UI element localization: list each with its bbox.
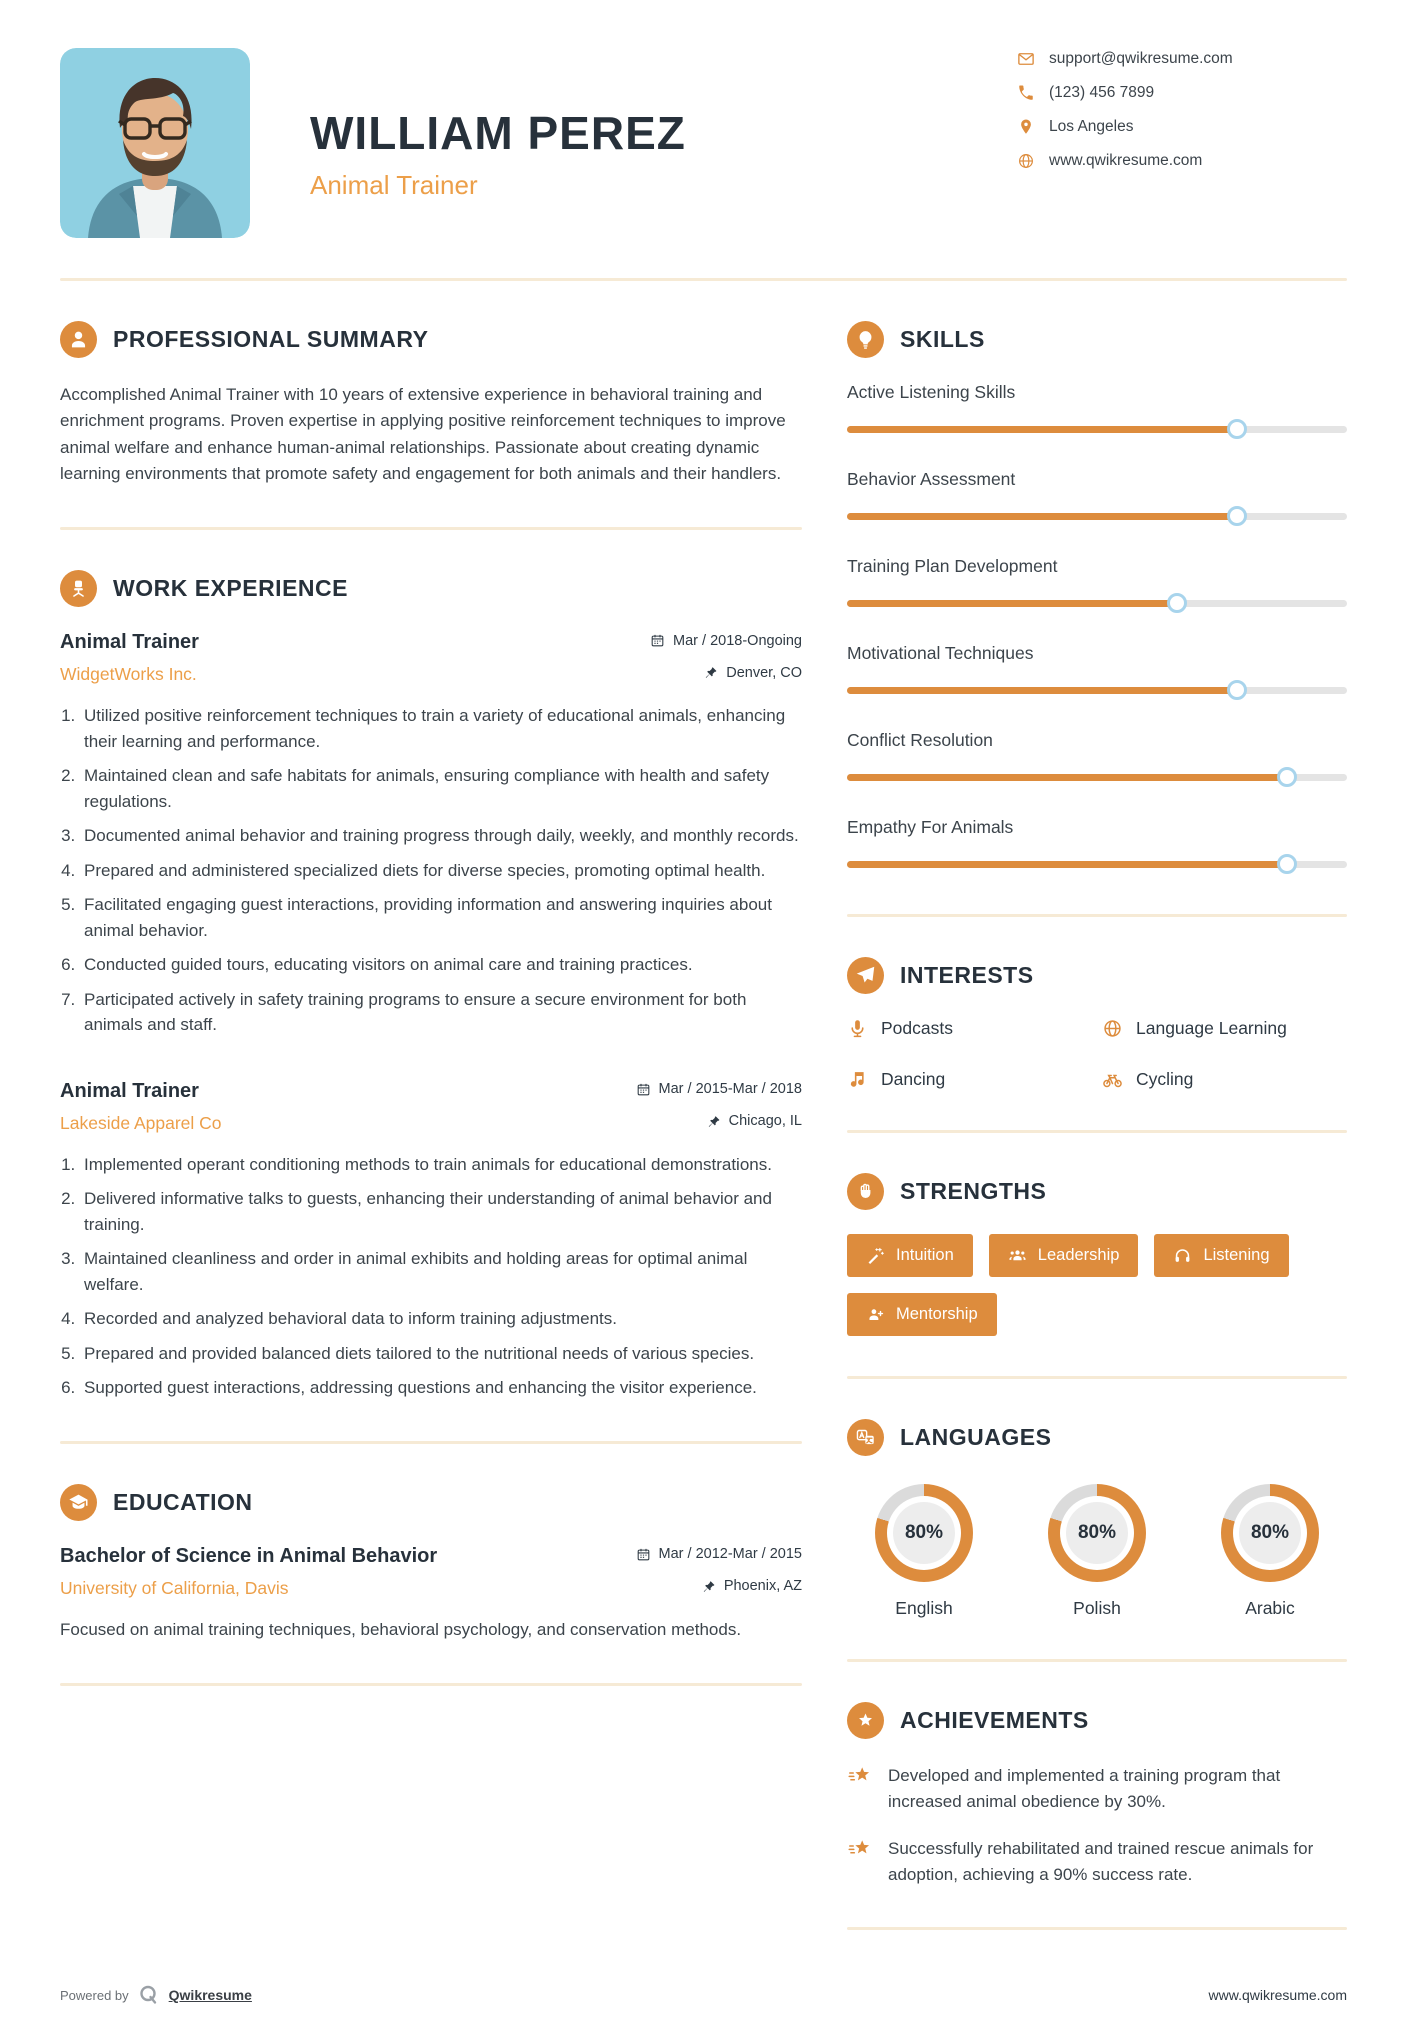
divider: [847, 914, 1347, 917]
job-bullet: 7. Participated actively in safety training programs to ensure a secure environment for both animals and staff.: [80, 987, 802, 1038]
skill-slider[interactable]: [847, 593, 1347, 613]
job-bullet: 3. Documented animal behavior and training progress through daily, weekly, and monthly records.: [80, 823, 802, 849]
translate-icon: [847, 1419, 884, 1456]
strength-badge: [847, 1293, 997, 1336]
achievement-text: Developed and implemented a training program that increased animal obedience by 30%.: [888, 1766, 1281, 1811]
interest-item: [1102, 1018, 1347, 1039]
job-bullet: 5. Facilitated engaging guest interactions, providing information and answering inquiries about animal behavior.: [80, 892, 802, 943]
job-bullet: 6. Conducted guided tours, educating visitors on animal care and training practices.: [80, 952, 802, 978]
section-languages: [847, 1419, 1347, 1619]
strength-label: Intuition: [896, 1246, 954, 1264]
qwikresume-logo-icon: [138, 1984, 160, 2006]
summary-text: Accomplished Animal Trainer with 10 years of extensive experience in behavioral training and enrichment programs. Proven expertise in applying positive reinforcement techniques to improve animal welfare and enhance human-animal relationships. Passionate about creating dynamic learning environments that promote safety and engagement for both animals and their handlers.: [60, 385, 786, 484]
education-date: Mar / 2012-Mar / 2015: [658, 1546, 802, 1563]
job-bullet: 2. Delivered informative talks to guests, enhancing their understanding of animal behavior and training.: [80, 1186, 802, 1237]
contact-phone: [1017, 84, 1347, 102]
slider-thumb[interactable]: [1277, 854, 1297, 874]
skill-row: [847, 817, 1347, 874]
job-entry: [60, 631, 802, 1038]
right-column: [847, 321, 1347, 1970]
contact-phone-text: (123) 456 7899: [1049, 84, 1155, 101]
job-location-2: Chicago, IL: [728, 1113, 802, 1130]
skills-heading: SKILLS: [900, 326, 985, 352]
language-progress-ring: [1221, 1484, 1319, 1582]
skill-slider[interactable]: [847, 506, 1347, 526]
education-entry: [60, 1545, 802, 1643]
school: University of California, Davis: [60, 1577, 289, 1598]
language-name: English: [895, 1598, 953, 1618]
office-chair-icon: [60, 570, 97, 607]
location-pin-icon: [1017, 118, 1035, 136]
globe-icon: [1102, 1018, 1123, 1039]
interest-label: Language Learning: [1136, 1018, 1287, 1038]
skill-row: [847, 556, 1347, 613]
language-name: Polish: [1073, 1598, 1121, 1618]
skill-row: [847, 643, 1347, 700]
achievements-heading: ACHIEVEMENTS: [900, 1707, 1089, 1733]
page-title: WILLIAM PEREZ: [310, 107, 686, 159]
strength-label: Listening: [1203, 1246, 1270, 1264]
calendar-icon: [650, 633, 665, 648]
contact-email[interactable]: [1017, 50, 1347, 68]
skill-slider[interactable]: [847, 419, 1347, 439]
interest-item: [847, 1069, 1092, 1090]
interest-label: Cycling: [1136, 1069, 1194, 1089]
section-professional-summary: [60, 321, 802, 487]
envelope-icon: [1017, 50, 1035, 68]
divider: [847, 1376, 1347, 1379]
slider-thumb[interactable]: [1227, 506, 1247, 526]
shooting-star-icon: [847, 1837, 874, 1864]
graduation-cap-icon: [60, 1484, 97, 1521]
job-date-2: Mar / 2015-Mar / 2018: [658, 1081, 802, 1098]
globe-icon: [1017, 152, 1035, 170]
job-bullet-list: [80, 703, 802, 1038]
strengths-heading: STRENGTHS: [900, 1178, 1047, 1204]
job-entry: [60, 1080, 802, 1401]
divider: [60, 1683, 802, 1686]
strength-badge: [1154, 1234, 1288, 1277]
bicycle-icon: [1102, 1069, 1123, 1090]
job-bullet: 4. Prepared and administered specialized diets for diverse species, promoting optimal health.: [80, 858, 802, 884]
section-education: [60, 1484, 802, 1643]
language-name: Arabic: [1245, 1598, 1295, 1618]
divider: [60, 527, 802, 530]
language-percent: 80%: [893, 1502, 955, 1564]
skill-label: Conflict Resolution: [847, 730, 993, 750]
paper-plane-icon: [847, 957, 884, 994]
star-medal-icon: [847, 1702, 884, 1739]
slider-thumb[interactable]: [1227, 680, 1247, 700]
person-icon: [60, 321, 97, 358]
skill-row: [847, 382, 1347, 439]
languages-heading: LANGUAGES: [900, 1424, 1052, 1450]
interests-heading: INTERESTS: [900, 962, 1034, 988]
contact-list: [1017, 48, 1347, 186]
main-content: [60, 321, 1347, 1970]
skill-label: Motivational Techniques: [847, 643, 1034, 663]
skill-slider[interactable]: [847, 854, 1347, 874]
header-divider: [60, 278, 1347, 281]
phone-icon: [1017, 84, 1035, 102]
skill-row: [847, 469, 1347, 526]
header: [60, 48, 1347, 238]
strength-label: Leadership: [1037, 1246, 1120, 1264]
job-title-1: Animal Trainer: [60, 631, 199, 654]
powered-by-label: Powered by: [60, 1987, 129, 2003]
language-progress-ring: [1048, 1484, 1146, 1582]
job-bullet: 5. Prepared and provided balanced diets tailored to the nutritional needs of various species.: [80, 1341, 802, 1367]
pushpin-icon: [706, 1114, 721, 1129]
achievement-item: [847, 1836, 1347, 1887]
work-heading: WORK EXPERIENCE: [113, 575, 348, 602]
section-interests: [847, 957, 1347, 1090]
interest-item: [1102, 1069, 1347, 1090]
calendar-icon: [636, 1547, 651, 1562]
footer-website-link[interactable]: www.qwikresume.com: [1208, 1987, 1347, 2003]
slider-thumb[interactable]: [1167, 593, 1187, 613]
job-bullet: 4. Recorded and analyzed behavioral data to inform training adjustments.: [80, 1306, 802, 1332]
skill-label: Empathy For Animals: [847, 817, 1014, 837]
footer: [60, 1970, 1347, 2006]
contact-email-text: support@qwikresume.com: [1049, 50, 1233, 67]
language-item: [1038, 1484, 1156, 1619]
qwikresume-link[interactable]: Qwikresume: [168, 1987, 252, 2003]
skill-label: Active Listening Skills: [847, 382, 1016, 402]
shooting-star-icon: [847, 1764, 874, 1791]
job-location-1: Denver, CO: [726, 664, 802, 681]
avatar-illustration: [60, 48, 250, 238]
language-item: [1211, 1484, 1329, 1619]
achievement-item: [847, 1763, 1347, 1814]
interest-item: [847, 1018, 1092, 1039]
strength-label: Mentorship: [896, 1305, 978, 1323]
user-plus-icon: [866, 1305, 885, 1324]
education-location: Phoenix, AZ: [723, 1578, 802, 1595]
job-company-2: Lakeside Apparel Co: [60, 1112, 222, 1133]
section-achievements: [847, 1702, 1347, 1887]
section-skills: [847, 321, 1347, 874]
skill-row: [847, 730, 1347, 787]
job-bullet: 1. Implemented operant conditioning methods to train animals for educational demonstrations.: [80, 1152, 802, 1178]
job-bullet-list: [80, 1152, 802, 1401]
achievement-text: Successfully rehabilitated and trained rescue animals for adoption, achieving a 90% success rate.: [888, 1839, 1314, 1884]
language-percent: 80%: [1239, 1502, 1301, 1564]
degree: Bachelor of Science in Animal Behavior: [60, 1544, 438, 1567]
divider: [847, 1130, 1347, 1133]
profile-photo: [60, 48, 250, 238]
language-progress-ring: [875, 1484, 973, 1582]
language-item: [865, 1484, 983, 1619]
interest-label: Dancing: [881, 1069, 946, 1089]
strength-badge: [989, 1234, 1139, 1277]
job-bullet: 6. Supported guest interactions, addressing questions and enhancing the visitor experience.: [80, 1375, 802, 1401]
identity-block: [310, 48, 1017, 201]
job-title: Animal Trainer: [310, 170, 478, 200]
language-percent: 80%: [1066, 1502, 1128, 1564]
summary-heading: PROFESSIONAL SUMMARY: [113, 326, 429, 352]
slider-thumb[interactable]: [1277, 767, 1297, 787]
calendar-icon: [636, 1082, 651, 1097]
job-date-1: Mar / 2018-Ongoing: [673, 632, 802, 649]
left-column: [60, 321, 802, 1970]
microphone-icon: [847, 1018, 868, 1039]
users-icon: [1008, 1246, 1027, 1265]
education-heading: EDUCATION: [113, 1488, 253, 1515]
slider-thumb[interactable]: [1227, 419, 1247, 439]
section-strengths: [847, 1173, 1347, 1336]
section-work-experience: [60, 570, 802, 1401]
music-note-icon: [847, 1069, 868, 1090]
job-bullet: 2. Maintained clean and safe habitats for animals, ensuring compliance with health and safety regulations.: [80, 763, 802, 814]
skill-slider[interactable]: [847, 767, 1347, 787]
skill-slider[interactable]: [847, 680, 1347, 700]
contact-website[interactable]: [1017, 152, 1347, 170]
job-bullet: 3. Maintained cleanliness and order in animal exhibits and holding areas for optimal animal welfare.: [80, 1246, 802, 1297]
job-company-1: WidgetWorks Inc.: [60, 664, 197, 685]
divider: [60, 1441, 802, 1444]
fist-icon: [847, 1173, 884, 1210]
headphones-icon: [1173, 1246, 1192, 1265]
interest-label: Podcasts: [881, 1018, 953, 1038]
contact-location-text: Los Angeles: [1049, 118, 1134, 135]
pushpin-icon: [701, 1579, 716, 1594]
magic-wand-icon: [866, 1246, 885, 1265]
education-description: Focused on animal training techniques, behavioral psychology, and conservation methods.: [60, 1619, 742, 1639]
contact-website-text: www.qwikresume.com: [1049, 152, 1203, 169]
contact-location: [1017, 118, 1347, 136]
lightbulb-icon: [847, 321, 884, 358]
skill-label: Training Plan Development: [847, 556, 1058, 576]
skill-label: Behavior Assessment: [847, 469, 1016, 489]
pushpin-icon: [703, 665, 718, 680]
divider: [847, 1659, 1347, 1662]
divider: [847, 1927, 1347, 1930]
job-bullet: 1. Utilized positive reinforcement techniques to train a variety of educational animals, enhancing their learning and performance.: [80, 703, 802, 754]
strength-badge: [847, 1234, 973, 1277]
job-title-2: Animal Trainer: [60, 1079, 199, 1102]
